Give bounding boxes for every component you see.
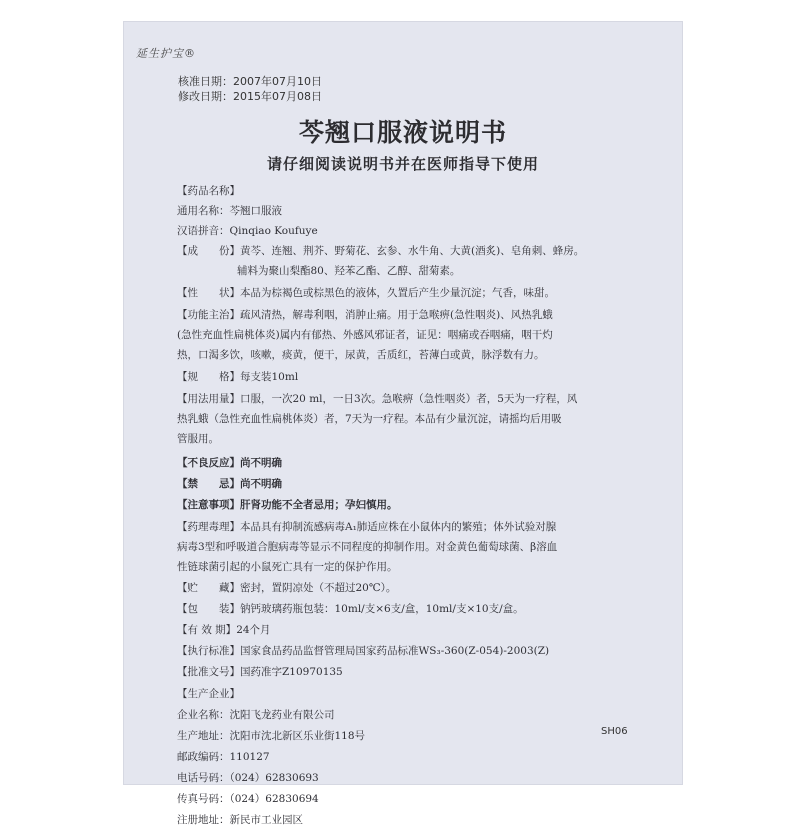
adverse-text: 尚不明确	[240, 457, 282, 469]
toxicology-line: 本品具有抑制流感病毒A₁肺适应株在小鼠体内的繁殖；体外试验对腺	[240, 521, 557, 533]
adverse-label: 【不良反应】	[177, 457, 240, 469]
properties-section	[177, 283, 662, 303]
standard-section	[177, 641, 662, 661]
drug-name-header: 【药品名称】	[177, 185, 240, 197]
indications-section	[177, 305, 662, 365]
approval-number-label: 【批准文号】	[177, 666, 240, 678]
composition-line: 黄芩、连翘、荆芥、野菊花、玄参、水牛角、大黄(酒炙)、皂角刺、蜂房。	[240, 245, 585, 257]
production-address: 生产地址：沈阳市沈北新区乐业街118号	[177, 730, 366, 742]
brand-logo: 延生护宝®	[136, 47, 196, 60]
toxicology-section	[177, 517, 662, 577]
document-title: 芩翘口服液说明书	[298, 118, 507, 147]
properties-label: 【性 状】	[177, 287, 240, 299]
composition-label: 【成 份】	[177, 245, 240, 257]
approval-date: 核准日期：2007年07月10日	[178, 75, 322, 88]
usage-line: 热乳蛾（急性充血性扁桃体炎）者，7天为一疗程。本品有少量沉淀，请摇均后用吸	[177, 413, 562, 425]
usage-line: 口服，一次20 ml，一日3次。急喉痹（急性咽炎）者，5天为一疗程，风	[240, 393, 578, 405]
pinyin-name: 汉语拼音：Qinqiao Koufuye	[177, 225, 318, 237]
spec-text: 每支装10ml	[240, 371, 299, 383]
postcode: 邮政编码：110127	[177, 751, 270, 763]
adverse-section	[177, 453, 662, 473]
approval-number-section	[177, 662, 662, 682]
registered-address: 注册地址：新民市工业园区	[177, 814, 303, 826]
package-label: 【包 装】	[177, 603, 240, 615]
approval-number-text: 国药准字Z10970135	[240, 666, 343, 678]
contraindications-text: 尚不明确	[240, 478, 282, 490]
usage-label: 【用法用量】	[177, 393, 240, 405]
package-text: 钠钙玻璃药瓶包装：10ml/支×6支/盒，10ml/支×10支/盒。	[240, 603, 524, 615]
footer-code: SH06	[601, 726, 628, 737]
precautions-section	[177, 495, 662, 515]
fax-number: 传真号码：（024）62830694	[177, 793, 319, 805]
document-subtitle: 请仔细阅读说明书并在医师指导下使用	[266, 155, 539, 173]
spec-section	[177, 367, 662, 387]
composition-line: 辅料为聚山梨酯80、羟苯乙酯、乙醇、甜菊素。	[237, 265, 461, 277]
validity-label: 【有 效 期】	[177, 624, 237, 636]
contraindications-label: 【禁 忌】	[177, 478, 240, 490]
date-block	[178, 74, 322, 104]
usage-line: 管服用。	[177, 433, 219, 445]
properties-text: 本品为棕褐色或棕黑色的液体，久置后产生少量沉淀；气香，味甜。	[240, 287, 555, 299]
indications-line: 热，口渴多饮，咳嗽，痰黄，便干，尿黄，舌质红，苔薄白或黄，脉浮数有力。	[177, 349, 545, 361]
spec-label: 【规 格】	[177, 371, 240, 383]
company-name: 企业名称：沈阳飞龙药业有限公司	[177, 709, 335, 721]
toxicology-line: 性链球菌引起的小鼠死亡具有一定的保护作用。	[177, 561, 398, 573]
toxicology-label: 【药理毒理】	[177, 521, 240, 533]
usage-section	[177, 389, 662, 449]
package-section	[177, 599, 662, 619]
precautions-text: 肝肾功能不全者忌用；孕妇慎用。	[240, 499, 398, 511]
precautions-label: 【注意事项】	[177, 499, 240, 511]
revision-date: 修改日期：2015年07月08日	[178, 90, 322, 103]
validity-text: 24个月	[236, 624, 271, 636]
phone-number: 电话号码：（024）62830693	[177, 772, 319, 784]
indications-line: 疏风清热，解毒利咽，消肿止痛。用于急喉痹(急性咽炎)、风热乳蛾	[240, 309, 553, 321]
storage-text: 密封，置阴凉处（不超过20℃）。	[240, 582, 397, 594]
standard-text: 国家食品药品监督管理局国家药品标准WS₃-360(Z-054)-2003(Z)	[240, 645, 550, 657]
validity-section	[177, 620, 662, 640]
storage-label: 【贮 藏】	[177, 582, 240, 594]
indications-label: 【功能主治】	[177, 309, 240, 321]
indications-line: (急性充血性扁桃体炎)属内有郁热、外感风邪证者，证见：咽痛或吞咽痛，咽干灼	[177, 329, 553, 341]
manufacturer-header: 【生产企业】	[177, 688, 240, 700]
composition-section	[177, 241, 662, 281]
contraindications-section	[177, 474, 662, 494]
generic-name: 通用名称：芩翘口服液	[177, 205, 282, 217]
toxicology-line: 病毒3型和呼吸道合胞病毒等显示不同程度的抑制作用。对金黄色葡萄球菌、β溶血	[177, 541, 558, 553]
standard-label: 【执行标准】	[177, 645, 240, 657]
storage-section	[177, 578, 662, 598]
